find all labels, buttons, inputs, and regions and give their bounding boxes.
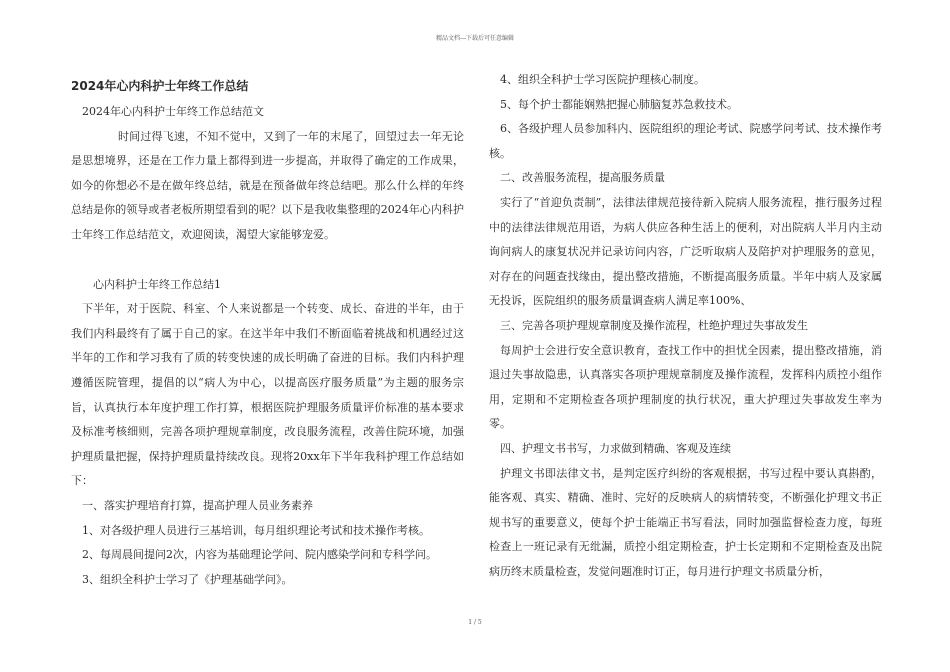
paragraph-3: 每周护士会进行安全意识教育，查找工作中的担忧全因素，提出整改措施，消退过失事故隐患，认真落实各项护理规章制度及操作流程，发挥科内质控小组作用，定期和不定期检查各项护理制度的执行状况，重大护理过失事故发生率为零。 [489, 343, 882, 431]
heading-3: 三、完善各项护理规章制度及操作流程，杜绝护理过失事故发生 [500, 318, 808, 332]
paragraph-2: 实行了“首迎负责制”，法律法律规范接待新入院病人服务流程，推行服务过程中的法律法律规范用语，为病人供应各种生活上的便利，对出院病人半月内主动询问病人的康复状况并记录访问内容，广泛听取病人及陪护对护理服务的意见，对存在的问题查找缘由，提出整改措施，不断提高服务质量。半年中病人及家属无投诉，医院组织的服务质量调查病人满足率100%、 [489, 195, 882, 308]
blank-line [71, 248, 464, 273]
list-item-2: 2、每周晨间提问2次，内容为基础理论学问、院内感染学问和专科学问。 [82, 548, 437, 562]
list-item-1: 1、对各级护理人员进行三基培训，每月组织理论考试和技术操作考核。 [82, 523, 430, 537]
page-header: 精品文档---下载后可任意编辑 [435, 35, 515, 42]
list-item-3: 3、组织全科护士学习了《护理基础学问》。 [82, 572, 293, 586]
page-number: 1 / 5 [468, 619, 482, 626]
document-title: 2024年心内科护士年终工作总结 [71, 79, 249, 93]
section-title: 心内科护士年终工作总结1 [93, 277, 221, 291]
list-item-5: 5、每个护士都能娴熟把握心肺脑复苏急救技术。 [500, 97, 738, 111]
heading-1: 一、落实护理培育打算，提高护理人员业务素养 [82, 498, 313, 512]
heading-4: 四、护理文书书写，力求做到精确、客观及连续 [500, 441, 731, 455]
right-column [489, 68, 882, 584]
list-item-6: 6、各级护理人员参加科内、医院组织的理论考试、院感学问考试、技术操作考核。 [489, 122, 882, 160]
body-paragraph: 下半年，对于医院、科室、个人来说都是一个转变、成长、奋进的半年，由于我们内科最终有了属于自己的家。在这半年中我们不断面临着挑战和机遇经过这半年的工作和学习我有了质的转变快速的成长明确了奋进的目标。我们内科护理遵循医院管理，提倡的以“病人为中心，以提高医疗服务质量”为主题的服务宗旨，认真执行本年度护理工作打算，根据医院护理服务质量评价标准的基本要求及标准考核细则，完善各项护理规章制度，改良服务流程，改善住院环境，加强护理质量把握，保持护理质量持续改良。现将20xx年下半年我科护理工作总结如下： [71, 302, 464, 488]
document-subtitle: 2024年心内科护士年终工作总结范文 [82, 105, 264, 118]
heading-2: 二、改善服务流程，提高服务质量 [500, 171, 665, 185]
left-column [71, 68, 464, 592]
paragraph-4: 护理文书即法律文书，是判定医疗纠纷的客观根据，书写过程中要认真斟酌，能客观、真实、精确、准时、完好的反映病人的病情转变，不断强化护理文书正规书写的重要意义，使每个护士能端正书写看法，同时加强监督检查力度，每班检查上一班记录有无纰漏，质控小组定期检查，护士长定期和不定期检查及出院病历终末质量检查，发觉问题准时订正，每月进行护理文书质量分析， [489, 466, 882, 578]
intro-paragraph: 时间过得飞速，不知不觉中，又到了一年的末尾了，回望过去一年无论是思想境界，还是在工作力量上都得到进一步提高，并取得了确定的工作成果，如今的你想必不是在做年终总结，就是在预备做年终总结吧。那么什么样的年终总结是你的领导或者老板所期望看到的呢？以下是我收集整理的2024年心内科护士年终工作总结范文，欢迎阅读，渴望大家能够宠爱。 [71, 129, 464, 241]
list-item-4: 4、组织全科护士学习医院护理核心制度。 [500, 73, 705, 86]
